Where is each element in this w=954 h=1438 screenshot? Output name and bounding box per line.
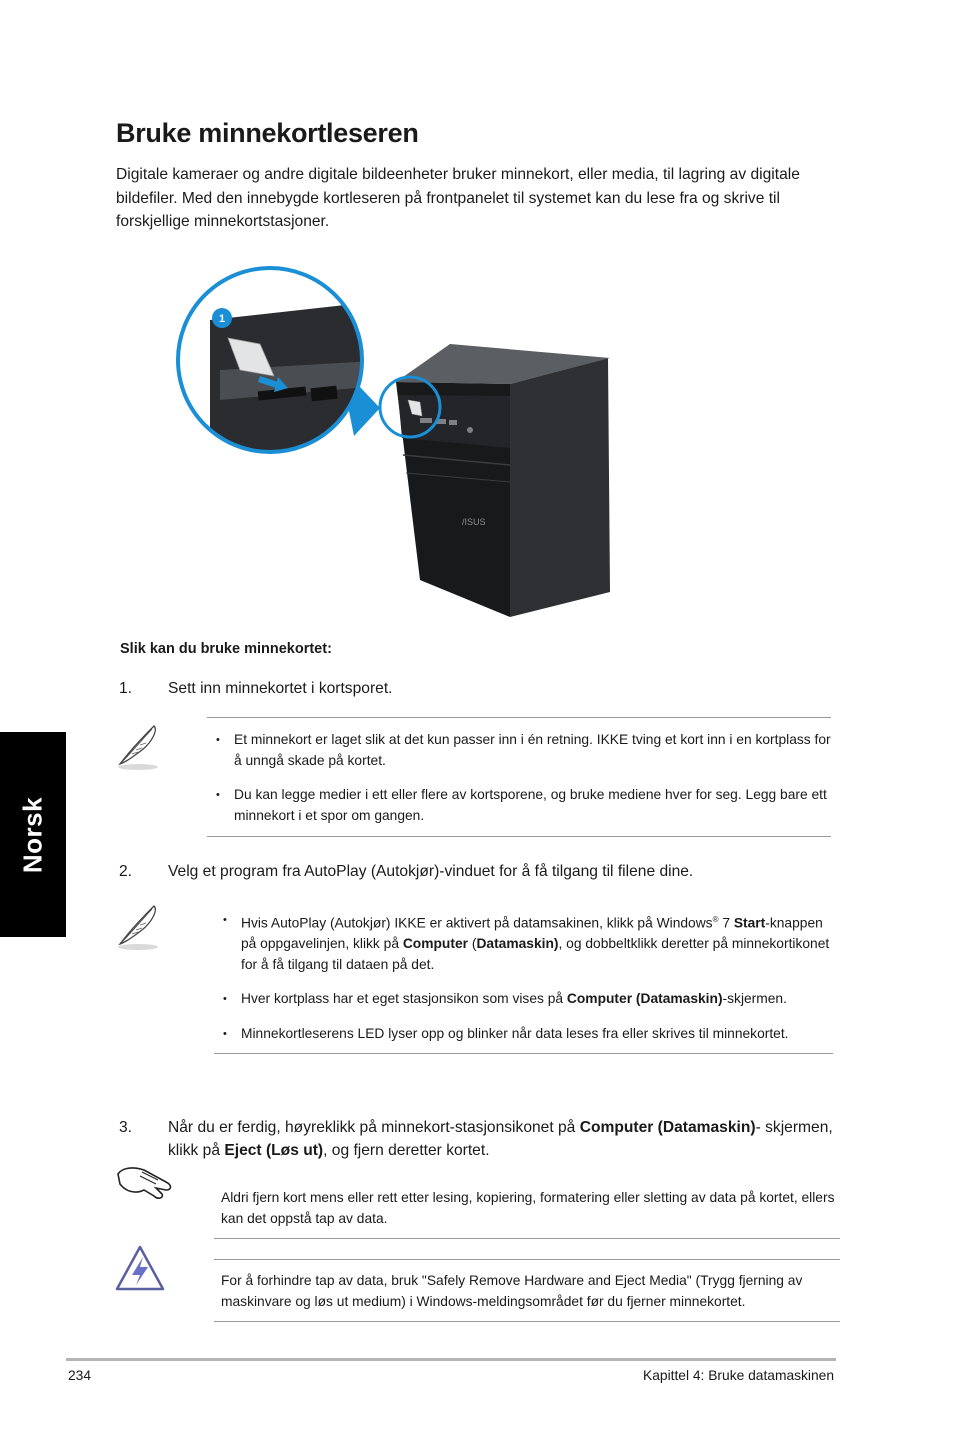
lightning-warning-icon (114, 1243, 166, 1295)
warning-text: For å forhindre tap av data, bruk "Safely Remove Hardware and Eject Media" (Trygg fjerning av maskinvare og løs ut medium) i Windows-meldingsområdet før du fjerner minnekortet. (221, 1273, 803, 1309)
step-number: 2. (119, 863, 133, 880)
note-item: • Hvis AutoPlay (Autokjør) IKKE er aktivert på datamsakinen, klikk på Windows® 7 Start-knappen på oppgavelinjen, klikk på Computer (Datamaskin), og dobbeltklikk deretter på minnekortikonet for å få tilgang til dataen på det. (223, 914, 830, 972)
warning-box (214, 1259, 840, 1322)
step-text: Velg et program fra AutoPlay (Autokjør)-vinduet for å få tilgang til filene dine. (168, 863, 694, 880)
note-item: • Du kan legge medier i ett eller flere av kortsporene, og bruke mediene hver for seg. Legg bare ett minnekort i et spor om gangen. (216, 787, 827, 823)
step-3 (119, 1116, 839, 1164)
pen-note-icon (112, 900, 164, 952)
note-box-1 (207, 717, 831, 837)
instructions-subheading: Slik kan du bruke minnekortet: (120, 641, 332, 657)
note-item: • Et minnekort er laget slik at det kun passer inn i én retning. IKKE tving et kort inn i en kortplass for å unngå skade på kortet. (216, 732, 831, 768)
pen-note-icon (112, 720, 164, 772)
note-box-2 (214, 898, 833, 1054)
step-text: Sett inn minnekortet i kortsporet. (168, 680, 393, 697)
step-number: 1. (119, 680, 133, 697)
side-tab-label: Norsk (17, 796, 48, 873)
hand-caution-icon (112, 1160, 178, 1206)
caution-text: Aldri fjern kort mens eller rett etter lesing, kopiering, formatering eller sletting av data på kortet, ellers kan det oppstå tap av data. (221, 1190, 835, 1226)
card-reader-illustration (170, 260, 630, 625)
footer-rule (66, 1358, 836, 1361)
intro-paragraph: Digitale kameraer og andre digitale bildeenheter bruker minnekort, eller media, til lagring av digitale bildefiler. Med den innebygde kortleseren på frontpanelet til systemet kan du lese fra og skrive til forskjellige minnekortstasjoner. (116, 166, 800, 230)
brand-logo: /ISUS (462, 517, 486, 527)
tower-side (510, 358, 610, 617)
caution-box (214, 1179, 840, 1239)
callout-number: 1 (218, 313, 226, 325)
step-number: 3. (119, 1119, 133, 1136)
step-text: Når du er ferdig, høyreklikk på minnekort-stasjonsikonet på Computer (Datamaskin)- skjermen, klikk på Eject (Løs ut), og fjern deretter kortet. (168, 1119, 833, 1159)
page-number: 234 (68, 1368, 92, 1383)
language-side-tab (0, 732, 66, 937)
note-item: • Hver kortplass har et eget stasjonsikon som vises på Computer (Datamaskin)-skjermen. (223, 991, 787, 1007)
chapter-title: Kapittel 4: Bruke datamaskinen (643, 1368, 834, 1383)
note-item: • Minnekortleserens LED lyser opp og blinker når data leses fra eller skrives til minnekortet. (223, 1025, 789, 1041)
page-title: Bruke minnekortleseren (116, 118, 419, 148)
